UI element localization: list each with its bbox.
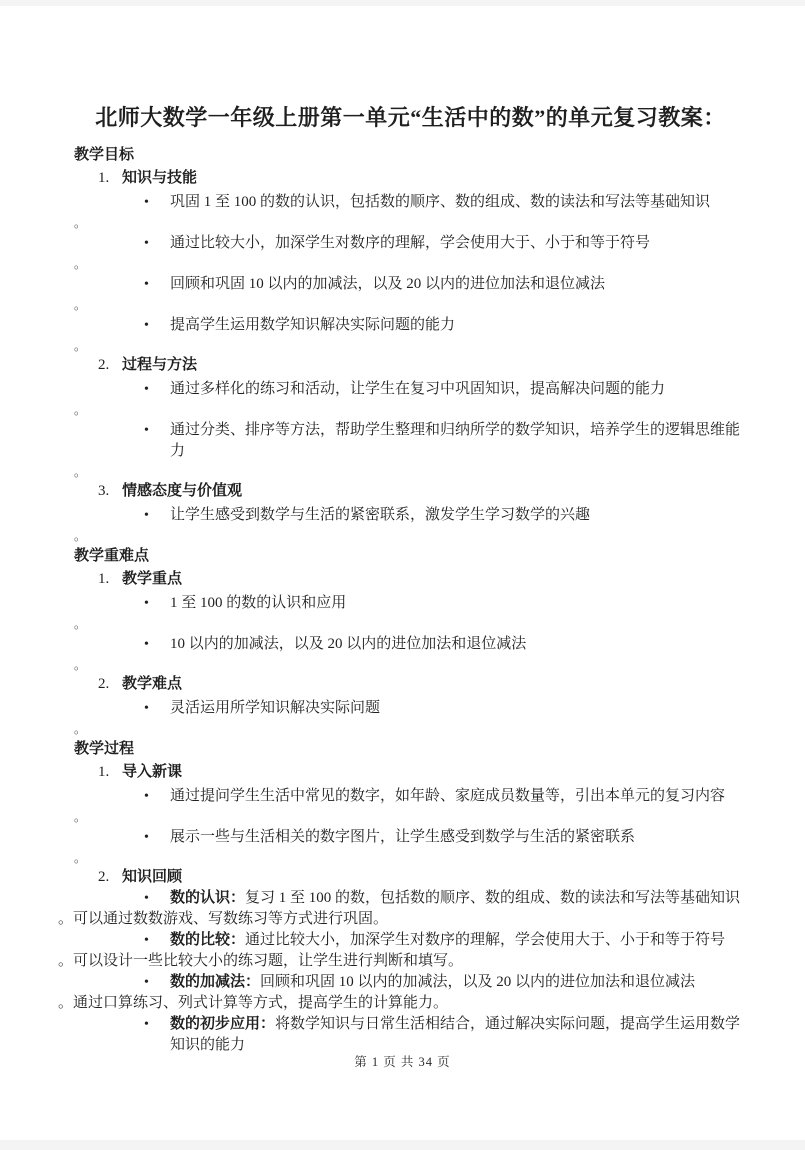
bullet-item (144, 192, 747, 213)
bullet-item (144, 420, 747, 462)
period-line: 。 (74, 216, 87, 230)
bold-lead: 数的加减法： (170, 974, 261, 990)
bullet-item (144, 505, 747, 526)
continuation-line: 。可以设计一些比较大小的练习题，让学生进行判断和填写。 (58, 953, 464, 969)
period-line: 。 (74, 658, 87, 672)
bullet-text: 通过多样化的练习和活动，让学生在复习中巩固知识，提高解决问题的能力 (170, 381, 666, 397)
bullet-text: 灵活运用所学知识解决实际问题 (170, 700, 381, 716)
document-page (0, 6, 805, 1140)
page-title: 北师大数学一年级上册第一单元“生活中的数”的单元复习教案： (95, 105, 726, 130)
item-number: 2. (98, 676, 110, 692)
bullet-item (144, 1014, 747, 1056)
period-line: 。 (74, 339, 87, 353)
period-line: 。 (74, 529, 87, 543)
continuation-line: 。通过口算练习、列式计算等方式，提高学生的计算能力。 (58, 995, 449, 1011)
bullet-icon: • (144, 830, 149, 845)
bullet-item (144, 593, 747, 614)
item-label: 情感态度与价值观 (122, 483, 243, 499)
item-number: 2. (98, 869, 110, 885)
continuation-line: 。可以通过数数游戏、写数练习等方式进行巩固。 (58, 911, 389, 927)
item-label: 教学难点 (122, 676, 183, 692)
bullet-item (144, 274, 747, 295)
bullet-item (144, 634, 747, 655)
period-line: 。 (74, 810, 87, 824)
numbered-item (98, 867, 747, 888)
bullet-text: 让学生感受到数学与生活的紧密联系，激发学生学习数学的兴趣 (170, 507, 591, 523)
bullet-item (144, 930, 747, 951)
bullet-icon: • (144, 277, 149, 292)
section-heading: 教学重难点 (74, 548, 150, 564)
period-line: 。 (74, 257, 87, 271)
bullet-icon: • (144, 933, 149, 948)
period-line: 。 (74, 722, 87, 736)
bullet-item (144, 233, 747, 254)
bullet-text: 数的认识：复习 1 至 100 的数，包括数的顺序、数的组成、数的读法和写法等基础知识 (170, 890, 741, 906)
bullet-text: 通过比较大小，加深学生对数序的理解，学会使用大于、小于和等于符号 (170, 235, 651, 251)
bullet-icon: • (144, 318, 149, 333)
item-number: 3. (98, 483, 110, 499)
bullet-icon: • (144, 508, 149, 523)
bullet-text: 通过分类、排序等方法，帮助学生整理和归纳所学的数学知识，培养学生的逻辑思维能力 (170, 422, 741, 459)
bullet-item (144, 888, 747, 909)
bullet-icon: • (144, 596, 149, 611)
bullet-item (144, 315, 747, 336)
blocks-container (58, 145, 747, 1056)
numbered-item (98, 168, 747, 189)
page-footer: 第 1 页 共 34 页 (354, 1055, 451, 1069)
period-line: 。 (74, 851, 87, 865)
bullet-item (144, 379, 747, 400)
page-edge-bottom (0, 1140, 805, 1150)
bold-lead: 数的认识： (170, 890, 246, 906)
bullet-text: 提高学生运用数学知识解决实际问题的能力 (170, 317, 456, 333)
numbered-item (98, 762, 747, 783)
item-number: 1. (98, 170, 110, 186)
item-number: 1. (98, 764, 110, 780)
bold-lead: 数的初步应用： (170, 1016, 276, 1032)
bullet-text: 通过提问学生生活中常见的数字，如年龄、家庭成员数量等，引出本单元的复习内容 (170, 788, 726, 804)
section-heading: 教学过程 (74, 741, 135, 757)
bullet-icon: • (144, 891, 149, 906)
bullet-text: 数的初步应用：将数学知识与日常生活相结合，通过解决实际问题，提高学生运用数学知识的能力 (170, 1016, 741, 1053)
item-label: 过程与方法 (122, 357, 198, 373)
bullet-icon: • (144, 701, 149, 716)
bold-lead: 数的比较： (170, 932, 246, 948)
numbered-item (98, 481, 747, 502)
bullet-icon: • (144, 637, 149, 652)
bullet-icon: • (144, 382, 149, 397)
bullet-icon: • (144, 975, 149, 990)
bullet-text: 巩固 1 至 100 的数的认识，包括数的顺序、数的组成、数的读法和写法等基础知识 (170, 194, 711, 210)
bullet-text: 回顾和巩固 10 以内的加减法，以及 20 以内的进位加法和退位减法 (170, 276, 606, 292)
bullet-icon: • (144, 423, 149, 438)
item-label: 导入新课 (122, 764, 183, 780)
numbered-item (98, 674, 747, 695)
period-line: 。 (74, 465, 87, 479)
bullet-text: 数的比较：通过比较大小，加深学生对数序的理解，学会使用大于、小于和等于符号 (170, 932, 726, 948)
bullet-icon: • (144, 1017, 149, 1032)
bullet-item (144, 972, 747, 993)
period-line: 。 (74, 298, 87, 312)
bullet-item (144, 698, 747, 719)
numbered-item (98, 355, 747, 376)
bullet-icon: • (144, 195, 149, 210)
period-line: 。 (74, 617, 87, 631)
bullet-item (144, 827, 747, 848)
bullet-icon: • (144, 236, 149, 251)
item-label: 知识与技能 (122, 170, 198, 186)
numbered-item (98, 569, 747, 590)
bullet-text: 展示一些与生活相关的数字图片，让学生感受到数学与生活的紧密联系 (170, 829, 636, 845)
bullet-item (144, 786, 747, 807)
period-line: 。 (74, 403, 87, 417)
item-label: 教学重点 (122, 571, 183, 587)
bullet-icon: • (144, 789, 149, 804)
section-heading: 教学目标 (74, 147, 135, 163)
bullet-text: 1 至 100 的数的认识和应用 (170, 595, 347, 611)
item-label: 知识回顾 (122, 869, 183, 885)
bullet-text: 数的加减法：回顾和巩固 10 以内的加减法，以及 20 以内的进位加法和退位减法 (170, 974, 696, 990)
item-number: 1. (98, 571, 110, 587)
bullet-text: 10 以内的加减法，以及 20 以内的进位加法和退位减法 (170, 636, 527, 652)
item-number: 2. (98, 357, 110, 373)
